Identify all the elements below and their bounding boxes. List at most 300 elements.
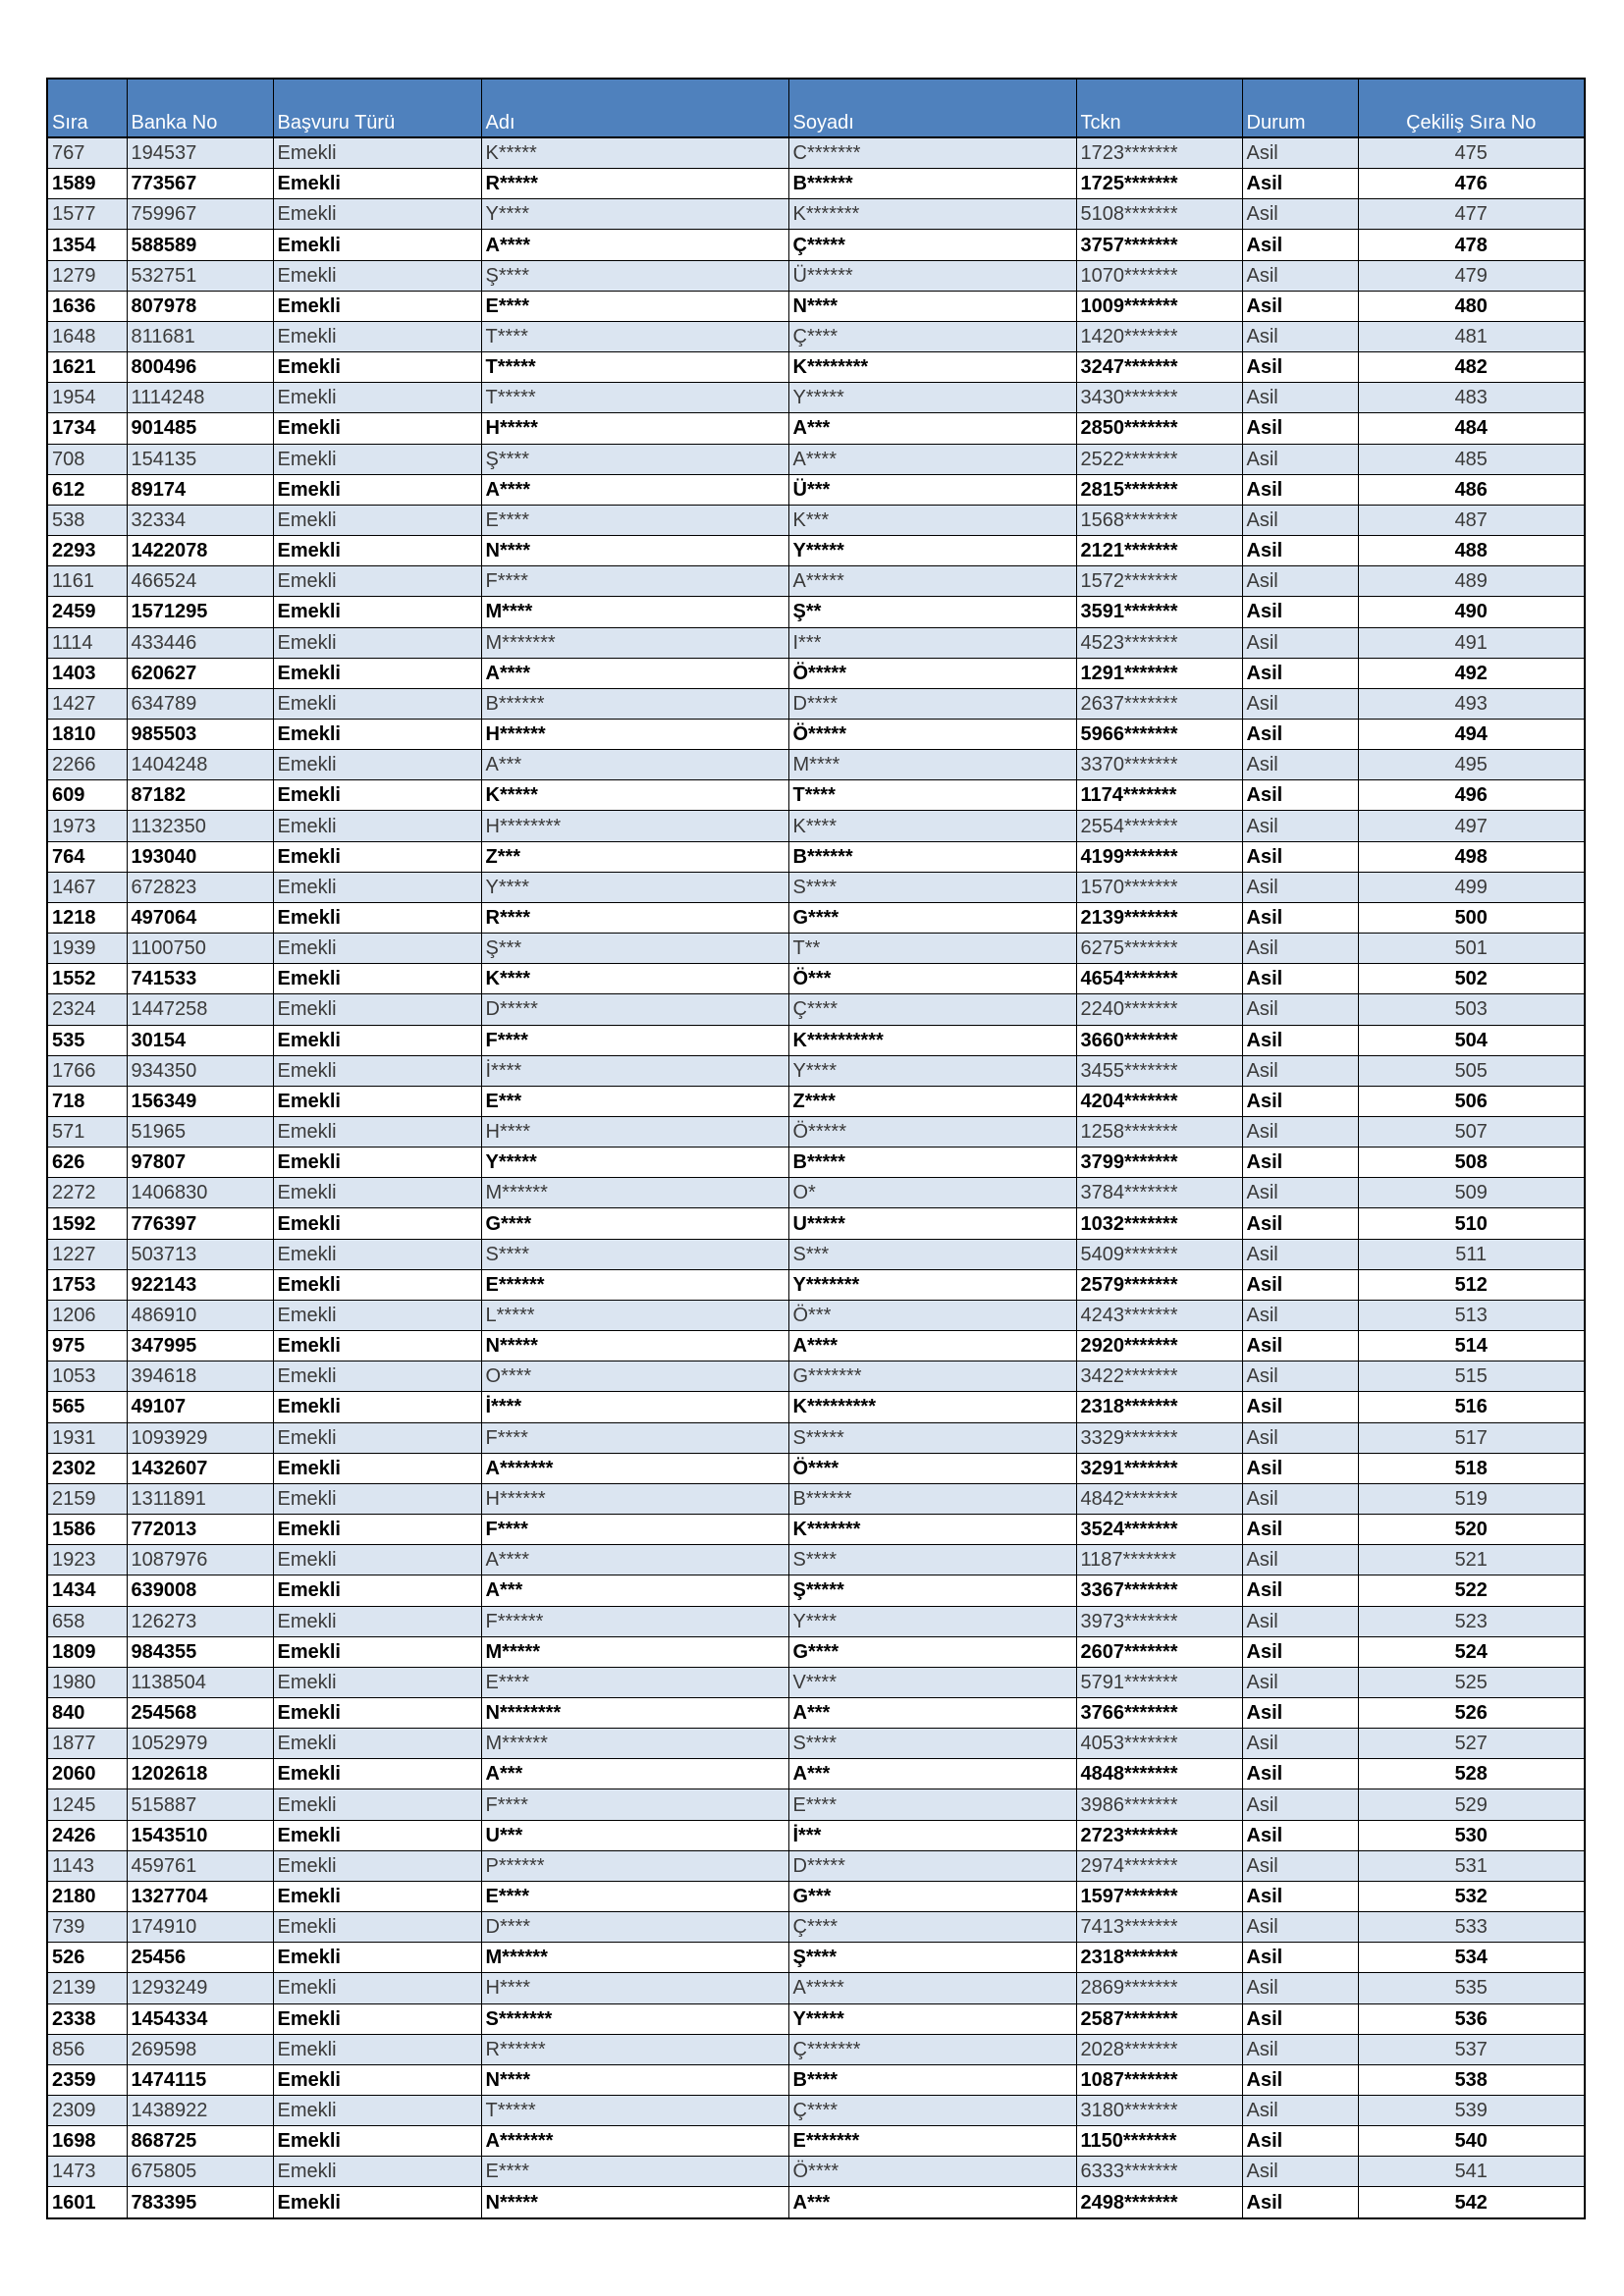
cell-adi: N******** xyxy=(481,1697,788,1728)
cell-adi: Z*** xyxy=(481,841,788,872)
table-row xyxy=(47,1269,1585,1300)
cell-banka-no: 497064 xyxy=(127,902,273,933)
table-row xyxy=(47,1483,1585,1514)
cell-banka-no: 620627 xyxy=(127,658,273,688)
cell-adi: İ**** xyxy=(481,1055,788,1086)
cell-banka-no: 783395 xyxy=(127,2187,273,2218)
cell-adi: A******* xyxy=(481,1453,788,1483)
cell-durum: Asil xyxy=(1242,1392,1358,1422)
cell-tckn: 1070******* xyxy=(1076,260,1242,291)
cell-banka-no: 772013 xyxy=(127,1515,273,1545)
cell-basvuru-turu: Emekli xyxy=(273,1483,481,1514)
cell-basvuru-turu: Emekli xyxy=(273,536,481,566)
cell-durum: Asil xyxy=(1242,688,1358,719)
cell-adi: F**** xyxy=(481,566,788,597)
cell-banka-no: 901485 xyxy=(127,413,273,444)
cell-basvuru-turu: Emekli xyxy=(273,1545,481,1575)
cell-durum: Asil xyxy=(1242,413,1358,444)
cell-sira: 2302 xyxy=(47,1453,127,1483)
cell-sira: 612 xyxy=(47,474,127,505)
cell-basvuru-turu: Emekli xyxy=(273,169,481,199)
cell-cekilis-sira-no: 494 xyxy=(1358,719,1585,749)
cell-durum: Asil xyxy=(1242,750,1358,780)
cell-soyadi: K*** xyxy=(788,505,1076,535)
cell-cekilis-sira-no: 485 xyxy=(1358,444,1585,474)
cell-cekilis-sira-no: 510 xyxy=(1358,1208,1585,1239)
cell-tckn: 2522******* xyxy=(1076,444,1242,474)
table-row xyxy=(47,1881,1585,1911)
cell-banka-no: 1100750 xyxy=(127,934,273,964)
table-row xyxy=(47,1850,1585,1881)
cell-banka-no: 1293249 xyxy=(127,1973,273,2003)
cell-banka-no: 776397 xyxy=(127,1208,273,1239)
cell-durum: Asil xyxy=(1242,1606,1358,1636)
cell-durum: Asil xyxy=(1242,1055,1358,1086)
cell-banka-no: 868725 xyxy=(127,2126,273,2157)
cell-adi: T***** xyxy=(481,352,788,383)
table-row xyxy=(47,1697,1585,1728)
cell-soyadi: Ö**** xyxy=(788,2157,1076,2187)
cell-soyadi: K********* xyxy=(788,1392,1076,1422)
table-row xyxy=(47,841,1585,872)
cell-tckn: 2318******* xyxy=(1076,1392,1242,1422)
table-row xyxy=(47,750,1585,780)
cell-tckn: 4243******* xyxy=(1076,1300,1242,1330)
cell-banka-no: 634789 xyxy=(127,688,273,719)
cell-soyadi: B**** xyxy=(788,2064,1076,2095)
cell-sira: 739 xyxy=(47,1912,127,1943)
cell-adi: E*** xyxy=(481,1086,788,1116)
cell-sira: 2324 xyxy=(47,994,127,1025)
table-row xyxy=(47,137,1585,169)
cell-tckn: 2121******* xyxy=(1076,536,1242,566)
cell-tckn: 3247******* xyxy=(1076,352,1242,383)
cell-banka-no: 741533 xyxy=(127,964,273,994)
cell-durum: Asil xyxy=(1242,1086,1358,1116)
cell-basvuru-turu: Emekli xyxy=(273,2157,481,2187)
cell-banka-no: 1138504 xyxy=(127,1667,273,1697)
cell-tckn: 6275******* xyxy=(1076,934,1242,964)
cell-soyadi: İ*** xyxy=(788,1820,1076,1850)
cell-tckn: 3986******* xyxy=(1076,1789,1242,1820)
cell-cekilis-sira-no: 530 xyxy=(1358,1820,1585,1850)
cell-durum: Asil xyxy=(1242,658,1358,688)
cell-soyadi: B***** xyxy=(788,1148,1076,1178)
cell-soyadi: Ö*** xyxy=(788,1300,1076,1330)
cell-basvuru-turu: Emekli xyxy=(273,321,481,351)
cell-basvuru-turu: Emekli xyxy=(273,811,481,841)
cell-cekilis-sira-no: 492 xyxy=(1358,658,1585,688)
cell-durum: Asil xyxy=(1242,1759,1358,1789)
cell-sira: 2359 xyxy=(47,2064,127,2095)
cell-tckn: 3784******* xyxy=(1076,1178,1242,1208)
table-row xyxy=(47,780,1585,811)
cell-banka-no: 1311891 xyxy=(127,1483,273,1514)
table-row xyxy=(47,1422,1585,1453)
cell-tckn: 3329******* xyxy=(1076,1422,1242,1453)
cell-cekilis-sira-no: 509 xyxy=(1358,1178,1585,1208)
cell-cekilis-sira-no: 488 xyxy=(1358,536,1585,566)
cell-durum: Asil xyxy=(1242,230,1358,260)
cell-sira: 1973 xyxy=(47,811,127,841)
cell-basvuru-turu: Emekli xyxy=(273,1392,481,1422)
cell-sira: 571 xyxy=(47,1117,127,1148)
cell-sira: 1206 xyxy=(47,1300,127,1330)
cell-soyadi: A**** xyxy=(788,1331,1076,1362)
cell-tckn: 5108******* xyxy=(1076,199,1242,230)
cell-basvuru-turu: Emekli xyxy=(273,750,481,780)
cell-cekilis-sira-no: 502 xyxy=(1358,964,1585,994)
cell-tckn: 2028******* xyxy=(1076,2034,1242,2064)
table-row xyxy=(47,2064,1585,2095)
cell-tckn: 1570******* xyxy=(1076,872,1242,902)
cell-basvuru-turu: Emekli xyxy=(273,199,481,230)
table-row xyxy=(47,321,1585,351)
cell-cekilis-sira-no: 480 xyxy=(1358,291,1585,321)
cell-cekilis-sira-no: 493 xyxy=(1358,688,1585,719)
header-soyadi: Soyadı xyxy=(788,79,1076,137)
cell-soyadi: Y**** xyxy=(788,1606,1076,1636)
cell-basvuru-turu: Emekli xyxy=(273,260,481,291)
table-row xyxy=(47,872,1585,902)
cell-soyadi: Y***** xyxy=(788,536,1076,566)
cell-banka-no: 1543510 xyxy=(127,1820,273,1850)
cell-sira: 2060 xyxy=(47,1759,127,1789)
cell-durum: Asil xyxy=(1242,1208,1358,1239)
cell-tckn: 2139******* xyxy=(1076,902,1242,933)
cell-basvuru-turu: Emekli xyxy=(273,872,481,902)
cell-durum: Asil xyxy=(1242,841,1358,872)
cell-basvuru-turu: Emekli xyxy=(273,566,481,597)
cell-tckn: 2974******* xyxy=(1076,1850,1242,1881)
cell-basvuru-turu: Emekli xyxy=(273,2096,481,2126)
cell-sira: 1245 xyxy=(47,1789,127,1820)
cell-durum: Asil xyxy=(1242,1148,1358,1178)
cell-durum: Asil xyxy=(1242,872,1358,902)
cell-banka-no: 922143 xyxy=(127,1269,273,1300)
cell-banka-no: 433446 xyxy=(127,627,273,658)
cell-soyadi: E******* xyxy=(788,2126,1076,2157)
cell-cekilis-sira-no: 504 xyxy=(1358,1025,1585,1055)
cell-durum: Asil xyxy=(1242,1789,1358,1820)
cell-soyadi: Ç***** xyxy=(788,230,1076,260)
cell-basvuru-turu: Emekli xyxy=(273,1269,481,1300)
cell-durum: Asil xyxy=(1242,1973,1358,2003)
cell-cekilis-sira-no: 511 xyxy=(1358,1239,1585,1269)
cell-tckn: 4199******* xyxy=(1076,841,1242,872)
table-row xyxy=(47,1300,1585,1330)
cell-cekilis-sira-no: 524 xyxy=(1358,1636,1585,1667)
table-row xyxy=(47,1820,1585,1850)
cell-adi: N***** xyxy=(481,1331,788,1362)
table-row xyxy=(47,2034,1585,2064)
cell-sira: 708 xyxy=(47,444,127,474)
cell-sira: 626 xyxy=(47,1148,127,1178)
cell-tckn: 4842******* xyxy=(1076,1483,1242,1514)
cell-cekilis-sira-no: 523 xyxy=(1358,1606,1585,1636)
cell-durum: Asil xyxy=(1242,1850,1358,1881)
cell-durum: Asil xyxy=(1242,1178,1358,1208)
cell-banka-no: 126273 xyxy=(127,1606,273,1636)
cell-durum: Asil xyxy=(1242,627,1358,658)
cell-banka-no: 672823 xyxy=(127,872,273,902)
cell-basvuru-turu: Emekli xyxy=(273,1729,481,1759)
cell-adi: E**** xyxy=(481,291,788,321)
cell-tckn: 3180******* xyxy=(1076,2096,1242,2126)
cell-durum: Asil xyxy=(1242,902,1358,933)
cell-tckn: 3757******* xyxy=(1076,230,1242,260)
cell-soyadi: S***** xyxy=(788,1422,1076,1453)
cell-sira: 609 xyxy=(47,780,127,811)
cell-cekilis-sira-no: 516 xyxy=(1358,1392,1585,1422)
cell-soyadi: S*** xyxy=(788,1239,1076,1269)
cell-soyadi: C******* xyxy=(788,137,1076,169)
table-row xyxy=(47,658,1585,688)
cell-banka-no: 156349 xyxy=(127,1086,273,1116)
table-row xyxy=(47,352,1585,383)
cell-tckn: 3422******* xyxy=(1076,1362,1242,1392)
cell-banka-no: 1052979 xyxy=(127,1729,273,1759)
cell-cekilis-sira-no: 529 xyxy=(1358,1789,1585,1820)
cell-banka-no: 675805 xyxy=(127,2157,273,2187)
cell-soyadi: Y***** xyxy=(788,2003,1076,2034)
cell-tckn: 4848******* xyxy=(1076,1759,1242,1789)
cell-basvuru-turu: Emekli xyxy=(273,1300,481,1330)
cell-durum: Asil xyxy=(1242,260,1358,291)
cell-durum: Asil xyxy=(1242,1269,1358,1300)
cell-sira: 1939 xyxy=(47,934,127,964)
cell-banka-no: 459761 xyxy=(127,1850,273,1881)
cell-sira: 1734 xyxy=(47,413,127,444)
cell-adi: F****** xyxy=(481,1606,788,1636)
table-row xyxy=(47,1912,1585,1943)
cell-soyadi: O* xyxy=(788,1178,1076,1208)
cell-banka-no: 174910 xyxy=(127,1912,273,1943)
cell-sira: 1589 xyxy=(47,169,127,199)
cell-banka-no: 193040 xyxy=(127,841,273,872)
cell-banka-no: 800496 xyxy=(127,352,273,383)
cell-soyadi: Ç**** xyxy=(788,1912,1076,1943)
cell-cekilis-sira-no: 533 xyxy=(1358,1912,1585,1943)
table-row xyxy=(47,474,1585,505)
cell-durum: Asil xyxy=(1242,1239,1358,1269)
cell-cekilis-sira-no: 539 xyxy=(1358,2096,1585,2126)
table-row xyxy=(47,199,1585,230)
table-row xyxy=(47,902,1585,933)
cell-banka-no: 807978 xyxy=(127,291,273,321)
cell-sira: 526 xyxy=(47,1943,127,1973)
cell-adi: U*** xyxy=(481,1820,788,1850)
cell-adi: E**** xyxy=(481,1881,788,1911)
cell-soyadi: A**** xyxy=(788,444,1076,474)
cell-adi: F**** xyxy=(481,1422,788,1453)
cell-sira: 1923 xyxy=(47,1545,127,1575)
cell-cekilis-sira-no: 522 xyxy=(1358,1575,1585,1606)
cell-sira: 1354 xyxy=(47,230,127,260)
cell-durum: Asil xyxy=(1242,169,1358,199)
cell-banka-no: 51965 xyxy=(127,1117,273,1148)
cell-cekilis-sira-no: 540 xyxy=(1358,2126,1585,2157)
table-row xyxy=(47,597,1585,627)
cell-cekilis-sira-no: 491 xyxy=(1358,627,1585,658)
cell-durum: Asil xyxy=(1242,1422,1358,1453)
cell-basvuru-turu: Emekli xyxy=(273,688,481,719)
cell-soyadi: A*** xyxy=(788,1697,1076,1728)
cell-tckn: 1420******* xyxy=(1076,321,1242,351)
cell-tckn: 1187******* xyxy=(1076,1545,1242,1575)
cell-basvuru-turu: Emekli xyxy=(273,1789,481,1820)
cell-durum: Asil xyxy=(1242,1697,1358,1728)
cell-cekilis-sira-no: 500 xyxy=(1358,902,1585,933)
cell-cekilis-sira-no: 521 xyxy=(1358,1545,1585,1575)
cell-tckn: 5966******* xyxy=(1076,719,1242,749)
cell-durum: Asil xyxy=(1242,1453,1358,1483)
cell-adi: E**** xyxy=(481,505,788,535)
cell-basvuru-turu: Emekli xyxy=(273,719,481,749)
cell-soyadi: Y******* xyxy=(788,1269,1076,1300)
cell-cekilis-sira-no: 535 xyxy=(1358,1973,1585,2003)
cell-tckn: 1032******* xyxy=(1076,1208,1242,1239)
cell-cekilis-sira-no: 525 xyxy=(1358,1667,1585,1697)
cell-banka-no: 532751 xyxy=(127,260,273,291)
cell-tckn: 6333******* xyxy=(1076,2157,1242,2187)
cell-cekilis-sira-no: 536 xyxy=(1358,2003,1585,2034)
cell-soyadi: E**** xyxy=(788,1789,1076,1820)
table-row xyxy=(47,2096,1585,2126)
table-row xyxy=(47,505,1585,535)
cell-durum: Asil xyxy=(1242,1636,1358,1667)
cell-adi: A*** xyxy=(481,1759,788,1789)
cell-basvuru-turu: Emekli xyxy=(273,597,481,627)
cell-adi: N***** xyxy=(481,2187,788,2218)
cell-soyadi: K**** xyxy=(788,811,1076,841)
cell-tckn: 3455******* xyxy=(1076,1055,1242,1086)
cell-adi: S******* xyxy=(481,2003,788,2034)
cell-adi: F**** xyxy=(481,1515,788,1545)
table-row xyxy=(47,1025,1585,1055)
cell-tckn: 1150******* xyxy=(1076,2126,1242,2157)
table-row xyxy=(47,1545,1585,1575)
cell-durum: Asil xyxy=(1242,780,1358,811)
cell-adi: T**** xyxy=(481,321,788,351)
cell-tckn: 2723******* xyxy=(1076,1820,1242,1850)
cell-basvuru-turu: Emekli xyxy=(273,1025,481,1055)
cell-durum: Asil xyxy=(1242,352,1358,383)
cell-adi: Ş**** xyxy=(481,260,788,291)
cell-cekilis-sira-no: 497 xyxy=(1358,811,1585,841)
cell-tckn: 2850******* xyxy=(1076,413,1242,444)
cell-tckn: 3591******* xyxy=(1076,597,1242,627)
cell-cekilis-sira-no: 482 xyxy=(1358,352,1585,383)
cell-basvuru-turu: Emekli xyxy=(273,2003,481,2034)
cell-tckn: 4654******* xyxy=(1076,964,1242,994)
cell-cekilis-sira-no: 532 xyxy=(1358,1881,1585,1911)
cell-basvuru-turu: Emekli xyxy=(273,1055,481,1086)
cell-basvuru-turu: Emekli xyxy=(273,230,481,260)
header-sira: Sıra xyxy=(47,79,127,137)
cell-soyadi: T**** xyxy=(788,780,1076,811)
cell-durum: Asil xyxy=(1242,505,1358,535)
header-tckn: Tckn xyxy=(1076,79,1242,137)
table-row xyxy=(47,1178,1585,1208)
cell-basvuru-turu: Emekli xyxy=(273,934,481,964)
cell-soyadi: Ö**** xyxy=(788,1453,1076,1483)
cell-banka-no: 269598 xyxy=(127,2034,273,2064)
cell-durum: Asil xyxy=(1242,2064,1358,2095)
table-row xyxy=(47,1117,1585,1148)
table-row xyxy=(47,1575,1585,1606)
cell-cekilis-sira-no: 531 xyxy=(1358,1850,1585,1881)
header-adi: Adı xyxy=(481,79,788,137)
table-row xyxy=(47,1759,1585,1789)
cell-banka-no: 1454334 xyxy=(127,2003,273,2034)
cell-banka-no: 759967 xyxy=(127,199,273,230)
cell-sira: 840 xyxy=(47,1697,127,1728)
cell-sira: 1143 xyxy=(47,1850,127,1881)
cell-banka-no: 486910 xyxy=(127,1300,273,1330)
cell-soyadi: I*** xyxy=(788,627,1076,658)
cell-soyadi: B****** xyxy=(788,841,1076,872)
cell-banka-no: 503713 xyxy=(127,1239,273,1269)
cell-tckn: 1009******* xyxy=(1076,291,1242,321)
table-row xyxy=(47,1667,1585,1697)
cell-durum: Asil xyxy=(1242,1117,1358,1148)
cell-durum: Asil xyxy=(1242,1943,1358,1973)
cell-banka-no: 25456 xyxy=(127,1943,273,1973)
cell-cekilis-sira-no: 514 xyxy=(1358,1331,1585,1362)
cell-soyadi: A***** xyxy=(788,1973,1076,2003)
cell-sira: 1434 xyxy=(47,1575,127,1606)
cell-cekilis-sira-no: 478 xyxy=(1358,230,1585,260)
table-row xyxy=(47,1606,1585,1636)
cell-banka-no: 347995 xyxy=(127,1331,273,1362)
cell-sira: 1467 xyxy=(47,872,127,902)
table-row xyxy=(47,230,1585,260)
cell-cekilis-sira-no: 501 xyxy=(1358,934,1585,964)
cell-adi: F**** xyxy=(481,1025,788,1055)
cell-soyadi: V**** xyxy=(788,1667,1076,1697)
cell-basvuru-turu: Emekli xyxy=(273,1148,481,1178)
cell-cekilis-sira-no: 487 xyxy=(1358,505,1585,535)
cell-soyadi: K********** xyxy=(788,1025,1076,1055)
cell-adi: L***** xyxy=(481,1300,788,1330)
header-durum: Durum xyxy=(1242,79,1358,137)
cell-cekilis-sira-no: 489 xyxy=(1358,566,1585,597)
cell-durum: Asil xyxy=(1242,811,1358,841)
cell-adi: H****** xyxy=(481,719,788,749)
cell-tckn: 2579******* xyxy=(1076,1269,1242,1300)
cell-cekilis-sira-no: 499 xyxy=(1358,872,1585,902)
cell-soyadi: Ç**** xyxy=(788,994,1076,1025)
cell-banka-no: 49107 xyxy=(127,1392,273,1422)
table-row xyxy=(47,1362,1585,1392)
cell-banka-no: 1571295 xyxy=(127,597,273,627)
cell-durum: Asil xyxy=(1242,291,1358,321)
cell-soyadi: K******* xyxy=(788,199,1076,230)
table-row xyxy=(47,566,1585,597)
cell-basvuru-turu: Emekli xyxy=(273,444,481,474)
cell-sira: 764 xyxy=(47,841,127,872)
header-row xyxy=(47,79,1585,137)
cell-durum: Asil xyxy=(1242,1820,1358,1850)
cell-soyadi: Ç**** xyxy=(788,2096,1076,2126)
cell-basvuru-turu: Emekli xyxy=(273,2187,481,2218)
cell-basvuru-turu: Emekli xyxy=(273,1667,481,1697)
cell-basvuru-turu: Emekli xyxy=(273,1239,481,1269)
cell-sira: 2459 xyxy=(47,597,127,627)
cell-adi: B****** xyxy=(481,688,788,719)
cell-sira: 767 xyxy=(47,137,127,169)
